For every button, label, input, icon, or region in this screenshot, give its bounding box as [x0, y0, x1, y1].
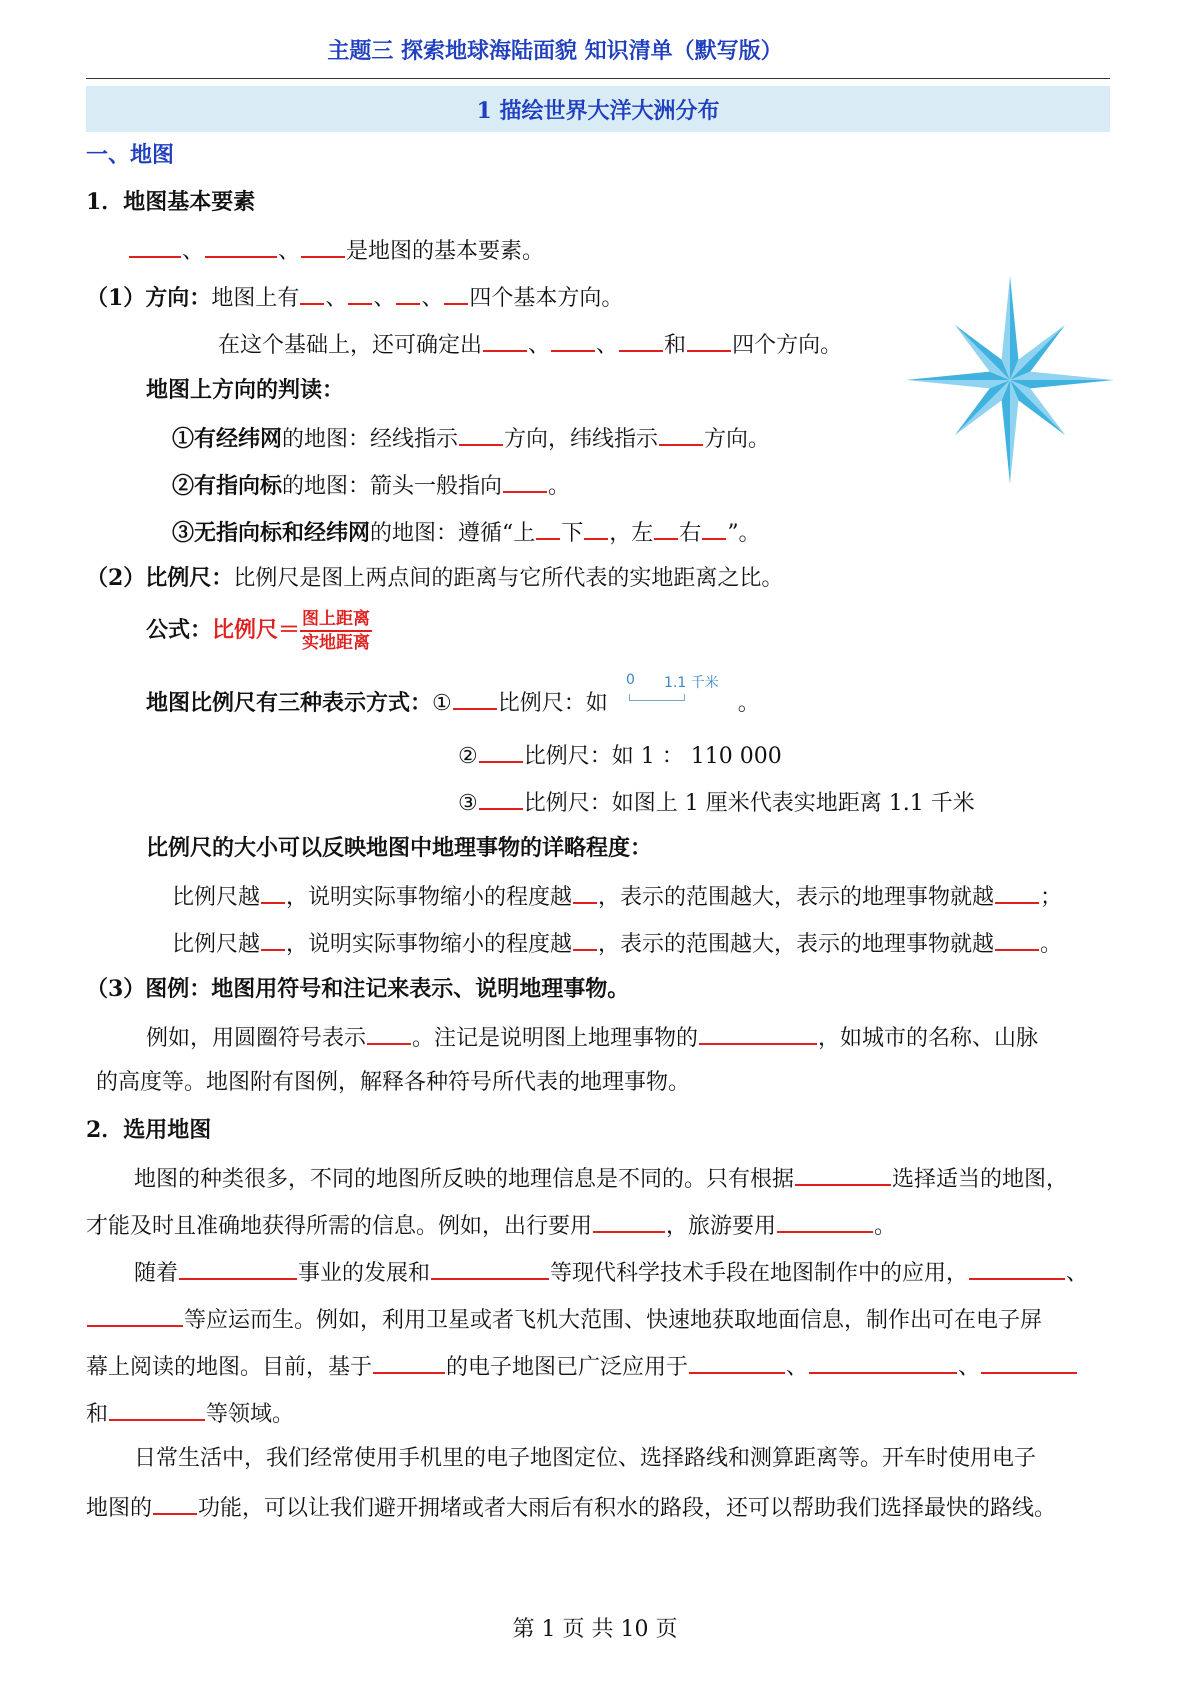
text: 功能，可以让我们避开拥堵或者大雨后有积水的路段，还可以帮助我们选择最快的路线。	[198, 1496, 1057, 1521]
text: 的电子地图已广泛应用于	[446, 1355, 689, 1380]
blank[interactable]	[584, 516, 608, 540]
blank[interactable]	[109, 1397, 205, 1421]
blank[interactable]	[444, 281, 468, 305]
blank[interactable]	[687, 328, 731, 352]
scale-bar-line	[629, 694, 685, 701]
subsection-heading-basic-elements: 1．地图基本要素	[86, 189, 256, 215]
choose-map-p3-line-2	[86, 1491, 1056, 1524]
text: 幕上阅读的地图。目前，基于	[86, 1355, 373, 1380]
choose-map-p1-line-1	[134, 1162, 1068, 1195]
blank[interactable]	[654, 516, 678, 540]
scale-detail-line-2	[172, 927, 1062, 960]
direction-line: （1）方向：地图上有 、 、 、 四个基本方向。	[86, 281, 623, 314]
blank[interactable]	[373, 1350, 445, 1374]
text: ，说明实际事物缩小的程度越	[286, 932, 573, 957]
blank[interactable]	[179, 1256, 297, 1280]
choose-map-p2-line-4	[86, 1397, 294, 1430]
text: 事业的发展和	[298, 1261, 431, 1286]
scale-bar-distance-label: 1.1 千米	[664, 675, 719, 691]
judge-item-1	[172, 422, 770, 455]
compass-ray-dark	[1010, 380, 1065, 435]
text: ②有指向标	[172, 473, 283, 499]
formula-fraction	[300, 608, 372, 654]
part-heading: 一、地图	[86, 142, 175, 168]
text: 比例尺：如 1 ： 110 000	[523, 744, 782, 769]
formula-numerator: 图上距离	[300, 608, 372, 632]
text: 是地图的基本要素。	[346, 239, 545, 264]
blank[interactable]	[301, 234, 345, 258]
text: 和	[664, 333, 687, 358]
direction-judge-title: 地图上方向的判读：	[146, 377, 345, 403]
blank[interactable]	[87, 1303, 183, 1327]
text: 地图的种类很多，不同的地图所反映的地理信息是不同的。只有根据	[134, 1167, 795, 1192]
blank[interactable]	[777, 1209, 873, 1233]
blank[interactable]	[205, 234, 277, 258]
blank[interactable]	[396, 281, 420, 305]
blank[interactable]	[453, 686, 497, 710]
text: 地图上有	[211, 286, 300, 311]
text: ，左	[609, 521, 654, 546]
blank[interactable]	[981, 1350, 1077, 1374]
text: 随着	[134, 1261, 179, 1286]
text: ①	[432, 691, 452, 716]
scale-ways-line-3	[458, 786, 975, 819]
choose-map-p1-line-2	[86, 1209, 896, 1242]
text: ，表示的范围越大，表示的地理事物就越	[598, 885, 995, 910]
choose-map-p2-line-1	[134, 1256, 1088, 1289]
text: 比例尺：如图上 1 厘米代表实地距离 1.1 千米	[523, 791, 975, 816]
text: 的地图：遵循“上	[370, 521, 536, 546]
text: ①有经纬网	[172, 426, 283, 452]
text: ，表示的范围越大，表示的地理事物就越	[598, 932, 995, 957]
blank[interactable]	[261, 880, 285, 904]
scale-bar-icon	[626, 672, 766, 706]
text: 下	[561, 521, 584, 546]
text: 地图的	[86, 1496, 153, 1521]
text: 比例尺是图上两点间的距离与它所代表的实地距离之比。	[233, 566, 784, 591]
blank[interactable]	[619, 328, 663, 352]
scale-line	[86, 563, 783, 594]
blank[interactable]	[153, 1491, 197, 1515]
basic-elements-line: 、 、 是地图的基本要素。	[128, 234, 544, 267]
scale-detail-title: 比例尺的大小可以反映地图中地理事物的详略程度：	[146, 835, 653, 861]
page-footer: 第 1 页 共 10 页	[512, 1617, 678, 1642]
formula-denominator: 实地距离	[302, 633, 371, 653]
scale-label: （2）比例尺：	[86, 565, 234, 591]
legend-line-1	[146, 1021, 1038, 1054]
blank[interactable]	[689, 1350, 785, 1374]
blank[interactable]	[479, 739, 523, 763]
text: 。	[1040, 932, 1063, 957]
text: 方向，纬线指示	[504, 427, 659, 452]
blank[interactable]	[551, 328, 595, 352]
blank[interactable]	[261, 927, 285, 951]
text: ②	[458, 744, 478, 769]
scale-bar-zero-label: 0	[626, 672, 635, 688]
blank[interactable]	[995, 880, 1039, 904]
text: 的地图：经线指示	[282, 427, 459, 452]
section-title: 1 描绘世界大洋大洲分布	[476, 98, 720, 124]
blank[interactable]	[431, 1256, 549, 1280]
text: 四个方向。	[732, 333, 843, 358]
blank[interactable]	[367, 1021, 411, 1045]
text: 等领域。	[206, 1402, 295, 1427]
text: 。	[874, 1214, 897, 1239]
blank[interactable]	[483, 328, 527, 352]
blank[interactable]	[300, 281, 324, 305]
blank[interactable]	[573, 880, 597, 904]
text: 和	[86, 1402, 109, 1427]
legend-line-2: 的高度等。地图附有图例，解释各种符号所代表的地理事物。	[96, 1070, 691, 1095]
blank[interactable]	[699, 1021, 817, 1045]
formula-line	[146, 608, 372, 654]
text: 比例尺越	[172, 885, 261, 910]
document-header-title: 主题三 探索地球海陆面貌 知识清单（默写版）	[327, 38, 783, 64]
blank[interactable]	[348, 281, 372, 305]
text: 在这个基础上，还可确定出	[218, 333, 483, 358]
choose-map-p3-line-1: 日常生活中，我们经常使用手机里的电子地图定位、选择路线和测算距离等。开车时使用电子	[134, 1446, 1037, 1471]
text: 等应运而生。例如，利用卫星或者飞机大范围、快速地获取地面信息，制作出可在电子屏	[184, 1308, 1043, 1333]
text: ，如城市的名称、山脉	[818, 1026, 1039, 1051]
blank[interactable]	[969, 1256, 1065, 1280]
legend-heading: （3）图例：地图用符号和注记来表示、说明地理事物。	[86, 976, 630, 1002]
text: 比例尺：如	[497, 691, 608, 716]
scale-ways-line-2	[458, 739, 782, 772]
scale-detail-line-1	[172, 880, 1062, 913]
blank[interactable]	[795, 1162, 891, 1186]
blank[interactable]	[593, 1209, 665, 1233]
blank[interactable]	[809, 1350, 957, 1374]
formula-label: 公式：	[146, 617, 213, 643]
text: 方向。	[704, 427, 771, 452]
text: 的地图：箭头一般指向	[282, 474, 503, 499]
text: 选择适当的地图，	[892, 1167, 1069, 1192]
text: 、	[786, 1355, 809, 1380]
scale-ways-title: 地图比例尺有三种表示方式：	[146, 690, 433, 716]
blank[interactable]	[479, 786, 523, 810]
text: 比例尺越	[172, 932, 261, 957]
text: 、	[958, 1355, 981, 1380]
choose-map-p2-line-3	[86, 1350, 1078, 1383]
blank[interactable]	[536, 516, 560, 540]
direction-label: （1）方向：	[86, 285, 212, 311]
compass-ray-dark	[955, 325, 1010, 380]
header-rule	[86, 78, 1110, 79]
text: 、	[1066, 1261, 1089, 1286]
blank[interactable]	[995, 927, 1039, 951]
text: ”。	[727, 521, 761, 546]
text: 。	[737, 691, 760, 716]
blank[interactable]	[659, 422, 703, 446]
choose-map-p2-line-2	[86, 1303, 1042, 1336]
blank[interactable]	[503, 469, 547, 493]
text: 。注记是说明图上地理事物的	[412, 1026, 699, 1051]
direction-line-2: 在这个基础上，还可确定出 、 、 和 四个方向。	[218, 328, 842, 361]
text: ，旅游要用	[666, 1214, 777, 1239]
compass-star-icon	[900, 270, 1120, 490]
text: ；	[1040, 885, 1063, 910]
text: 例如，用圆圈符号表示	[146, 1026, 367, 1051]
text: 等现代科学技术手段在地图制作中的应用，	[550, 1261, 969, 1286]
formula-lhs: 比例尺＝	[212, 617, 301, 643]
blank[interactable]	[702, 516, 726, 540]
text: 右	[679, 521, 702, 546]
subsection-heading-choose-map: 2．选用地图	[86, 1117, 212, 1143]
text: ，说明实际事物缩小的程度越	[286, 885, 573, 910]
blank[interactable]	[459, 422, 503, 446]
text: 才能及时且准确地获得所需的信息。例如，出行要用	[86, 1214, 593, 1239]
text: ③无指向标和经纬网	[172, 520, 371, 546]
judge-item-2	[172, 469, 570, 502]
text: ③	[458, 791, 478, 816]
text: 。	[548, 474, 571, 499]
blank[interactable]	[129, 234, 181, 258]
text: 四个基本方向。	[469, 286, 624, 311]
judge-item-3	[172, 516, 761, 549]
blank[interactable]	[573, 927, 597, 951]
